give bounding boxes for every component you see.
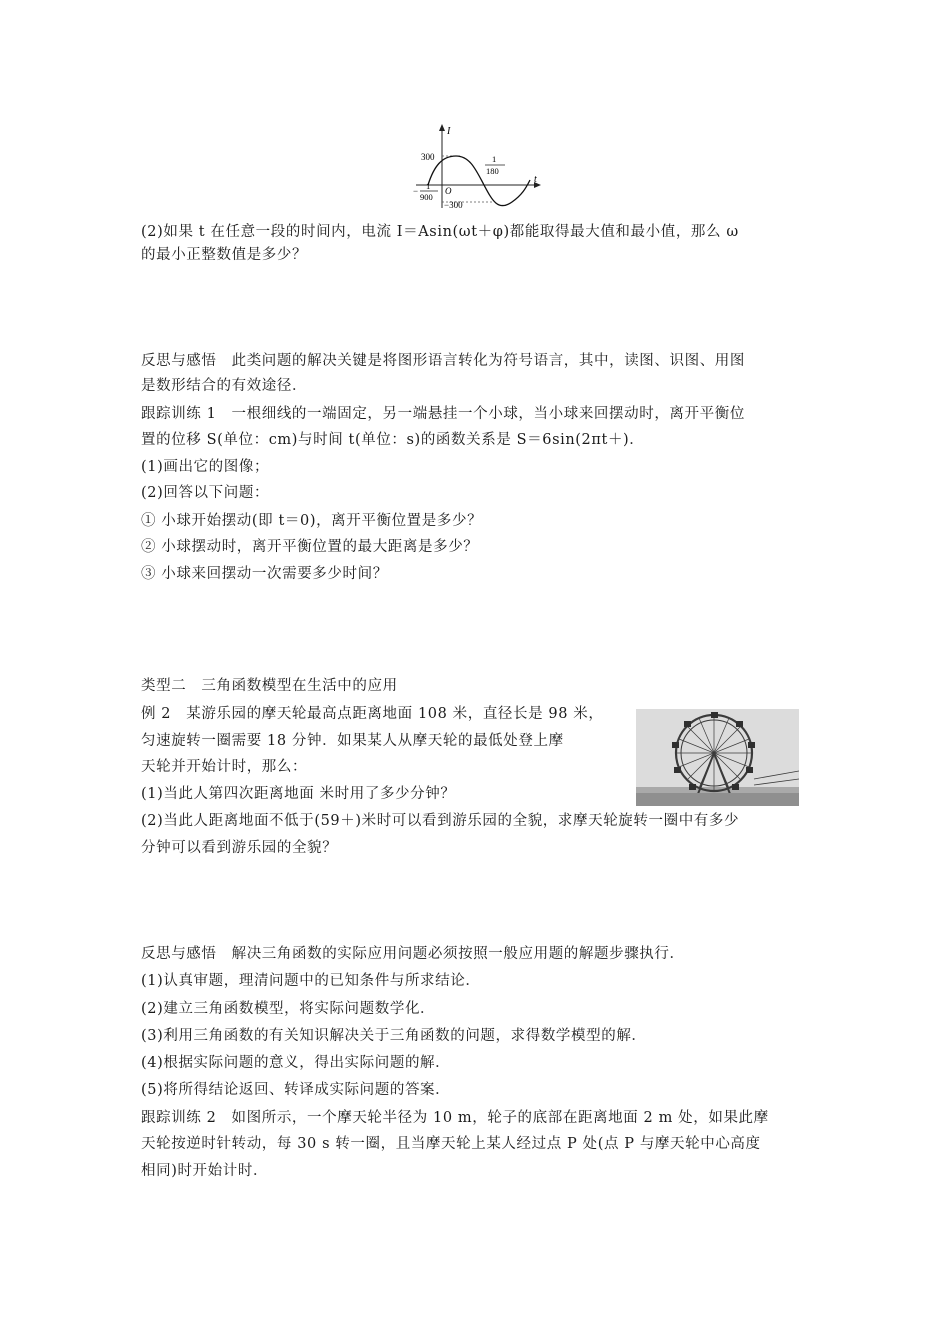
- ferris-wheel-photo: [636, 709, 799, 806]
- x-axis-label: t: [534, 174, 537, 185]
- sine-curve: [428, 156, 530, 206]
- text-line: ③ 小球来回摆动一次需要多少时间？: [141, 566, 388, 582]
- text-line: 置的位移 S(单位：cm)与时间 t(单位：s)的函数关系是 S＝6sin(2πt＋)．: [141, 432, 645, 448]
- y-axis-label: I: [447, 126, 451, 137]
- left-fraction-sign: −: [413, 186, 419, 196]
- sine-graph-figure: [412, 122, 547, 212]
- text-line: ① 小球开始摆动(即 t＝0)，离开平衡位置是多少？: [141, 513, 483, 529]
- left-fraction-denominator: 900: [420, 192, 433, 202]
- left-fraction-numerator: 1: [426, 181, 431, 191]
- text-line: 跟踪训练 1 一根细线的一端固定，另一端悬挂一个小球，当小球来回摆动时，离开平衡位: [141, 406, 745, 422]
- text-line: (4)根据实际问题的意义，得出实际问题的解．: [141, 1055, 451, 1071]
- text-line: 是数形结合的有效途径．: [141, 378, 308, 394]
- text-line: (1)画出它的图像；: [141, 459, 270, 475]
- text-line: 天轮按逆时针转动，每 30 s 转一圈，且当摩天轮上某人经过点 P 处(点 P 与摩天轮中心高度: [141, 1136, 761, 1152]
- text-line: (2)如果 t 在任意一段的时间内，电流 I＝Asin(ωt＋φ)都能取得最大值和最小值，那么 ω: [141, 224, 739, 240]
- right-fraction-numerator: 1: [492, 154, 497, 164]
- text-line: ② 小球摆动时，离开平衡位置的最大距离是多少？: [141, 539, 479, 555]
- text-line: (1)当此人第四次距离地面 米时用了多少分钟？: [141, 786, 456, 802]
- text-line: (2)建立三角函数模型，将实际问题数学化．: [141, 1001, 436, 1017]
- y-axis-arrow: [439, 124, 445, 131]
- text-line: (3)利用三角函数的有关知识解决关于三角函数的问题，求得数学模型的解．: [141, 1028, 647, 1044]
- text-line: (2)回答以下问题：: [141, 485, 270, 501]
- text-line: 反思与感悟 解决三角函数的实际应用问题必须按照一般应用题的解题步骤执行．: [141, 946, 685, 962]
- text-line: (2)当此人距离地面不低于(59＋)米时可以看到游乐园的全貌，求摩天轮旋转一圈中有多少: [141, 813, 740, 829]
- y-max-label: 300: [421, 152, 435, 162]
- text-line: 反思与感悟 此类问题的解决关键是将图形语言转化为符号语言，其中，读图、识图、用图: [141, 353, 745, 369]
- y-min-label: −300: [444, 200, 463, 210]
- section-heading: 类型二 三角函数模型在生活中的应用: [141, 678, 398, 694]
- text-line: 天轮并开始计时，那么：: [141, 759, 308, 775]
- right-fraction-denominator: 180: [486, 166, 499, 176]
- text-line: 的最小正整数值是多少？: [141, 247, 308, 263]
- text-line: 分钟可以看到游乐园的全貌？: [141, 840, 338, 856]
- text-line: (5)将所得结论返回、转译成实际问题的答案．: [141, 1082, 451, 1098]
- text-line: 跟踪训练 2 如图所示，一个摩天轮半径为 10 m，轮子的底部在距离地面 2 m 处，如果此摩: [141, 1110, 769, 1126]
- origin-label: O: [445, 186, 452, 196]
- text-line: 匀速旋转一圈需要 18 分钟．如果某人从摩天轮的最低处登上摩: [141, 733, 564, 749]
- text-line: 例 2 某游乐园的摩天轮最高点距离地面 108 米，直径长是 98 米，: [141, 706, 604, 722]
- text-line: 相同)时开始计时．: [141, 1163, 269, 1179]
- text-line: (1)认真审题，理清问题中的已知条件与所求结论．: [141, 973, 481, 989]
